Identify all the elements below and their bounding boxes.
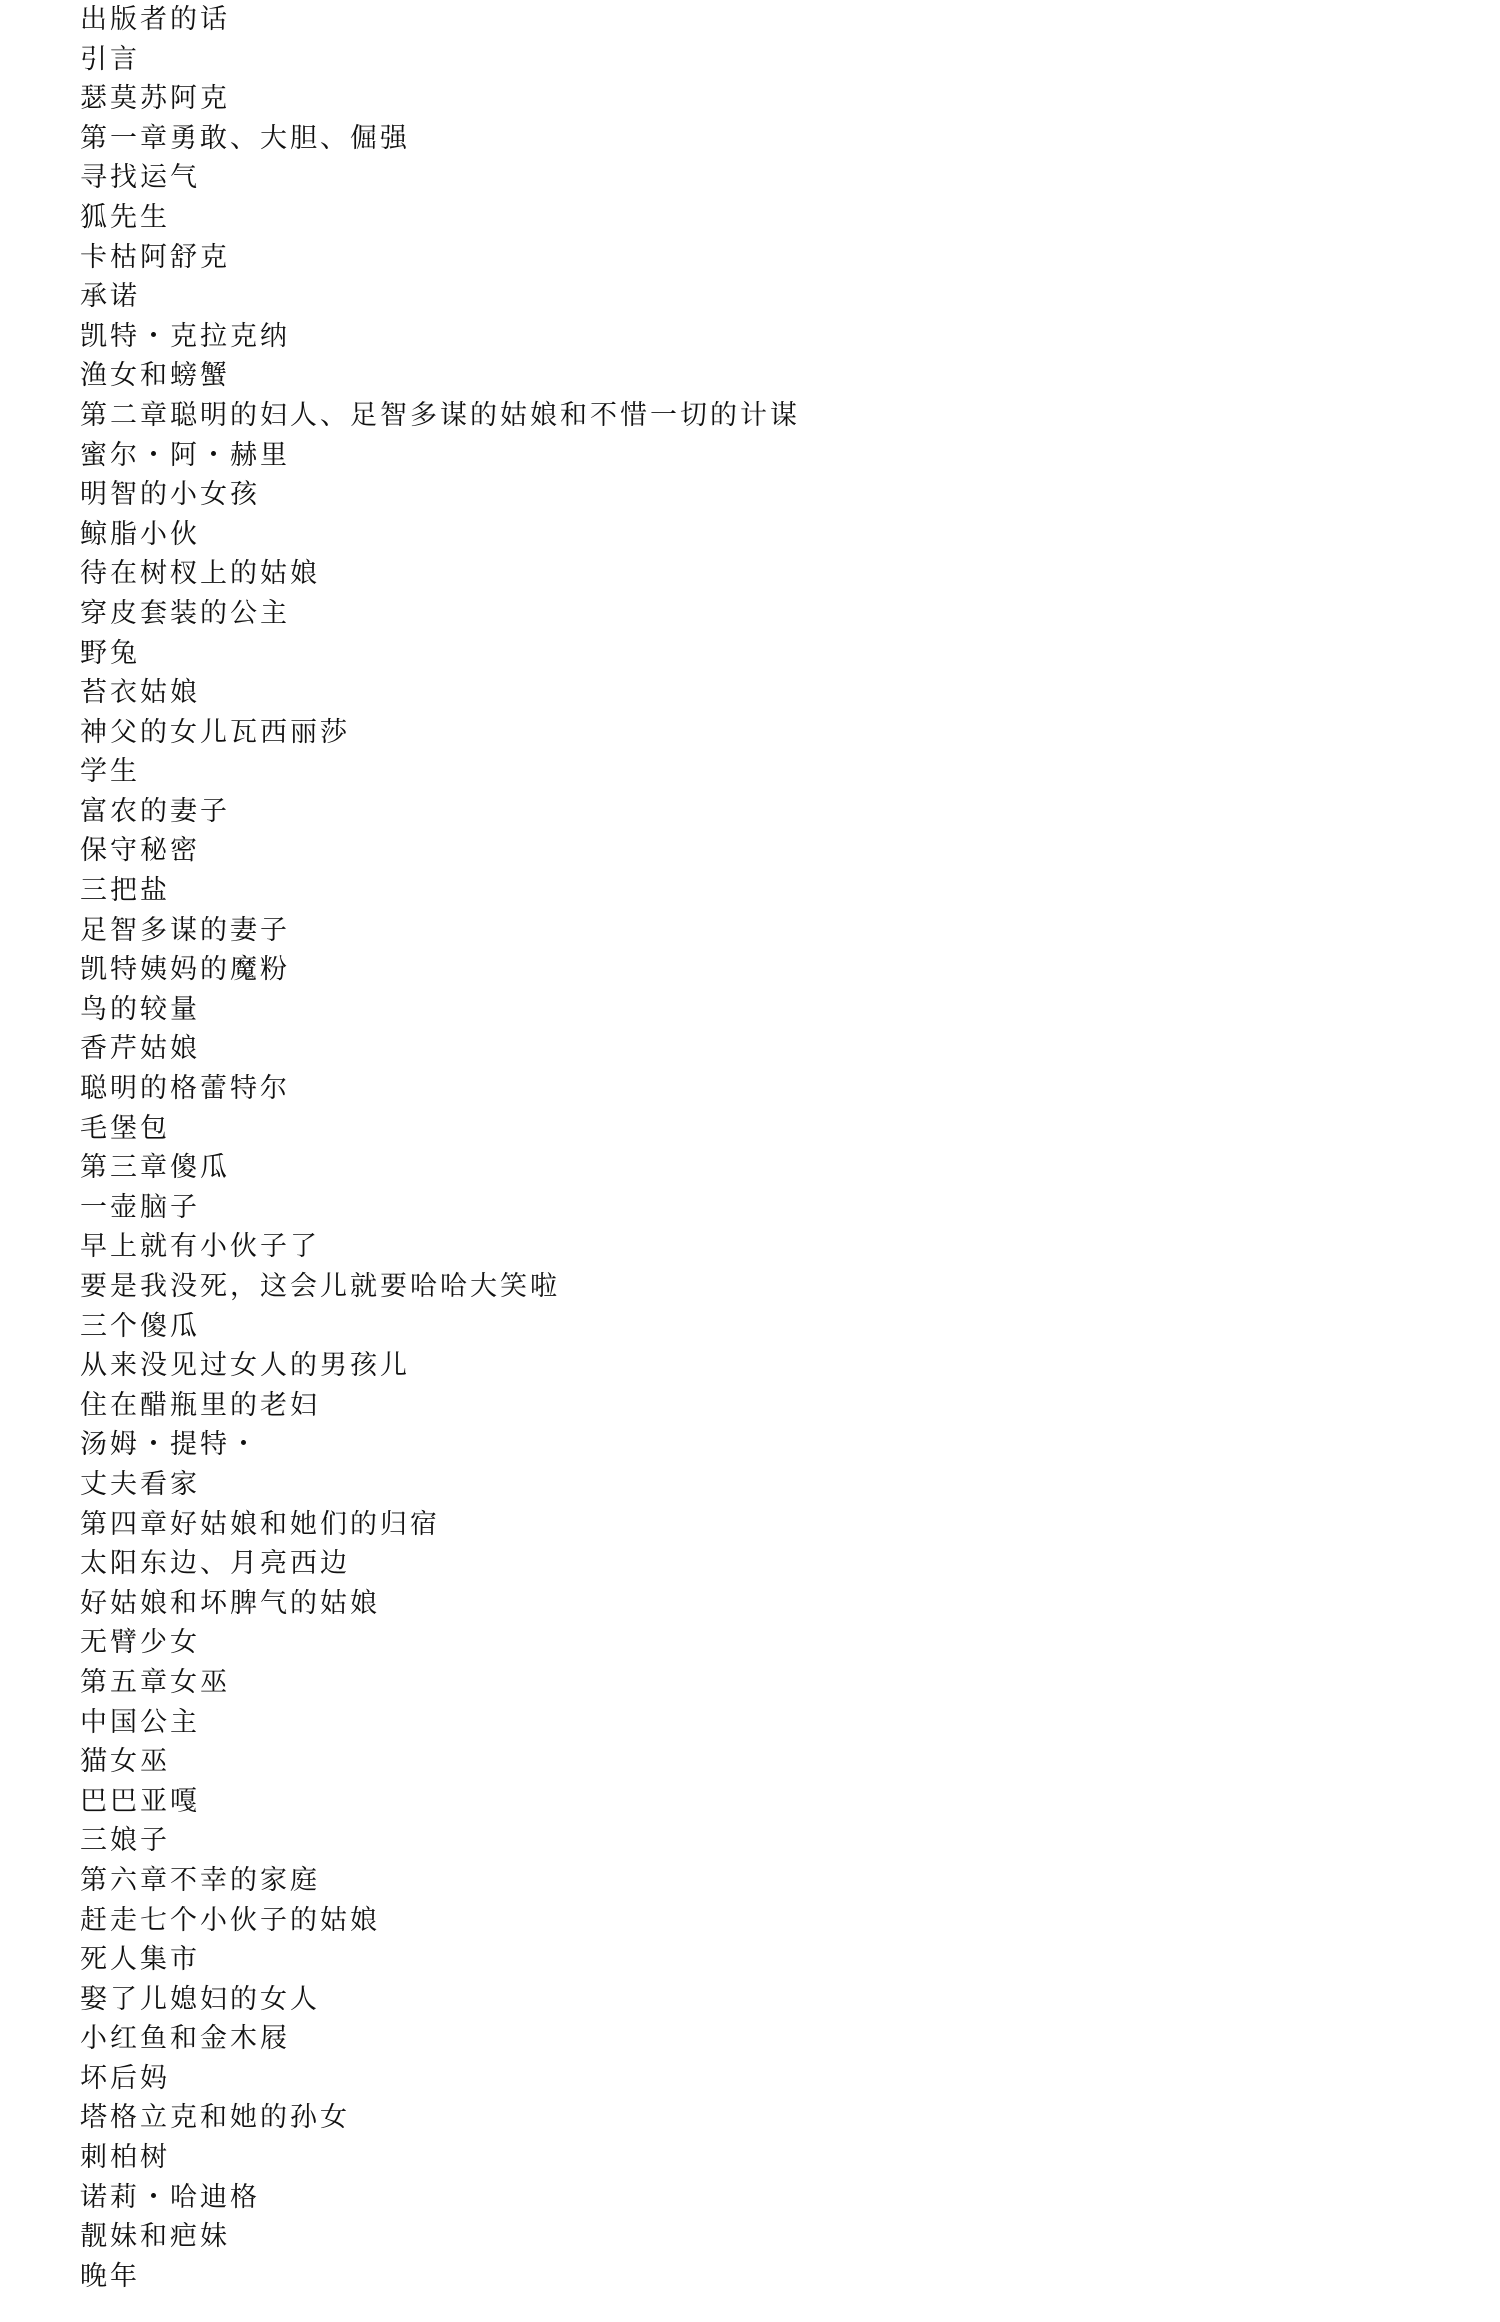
toc-entry[interactable]: 早上就有小伙子了 [80,1231,320,1263]
toc-entry[interactable]: 凯特・克拉克纳 [80,320,290,352]
toc-entry[interactable]: 诺莉・哈迪格 [80,2181,260,2213]
toc-entry[interactable]: 刺柏树 [80,2142,170,2174]
toc-entry[interactable]: 承诺 [80,281,140,313]
toc-entry[interactable]: 足智多谋的妻子 [80,914,290,946]
toc-entry[interactable]: 瑟莫苏阿克 [80,83,230,115]
toc-entry[interactable]: 穿皮套装的公主 [80,597,290,629]
toc-entry[interactable]: 第五章女巫 [80,1666,230,1698]
toc-entry[interactable]: 学生 [80,756,140,788]
toc-entry[interactable]: 猫女巫 [80,1746,170,1778]
toc-entry[interactable]: 从来没见过女人的男孩儿 [80,1350,410,1382]
toc-entry[interactable]: 三娘子 [80,1825,170,1857]
toc-entry[interactable]: 塔格立克和她的孙女 [80,2102,350,2134]
toc-entry[interactable]: 富农的妻子 [80,795,230,827]
toc-entry[interactable]: 卡枯阿舒克 [80,241,230,273]
toc-entry[interactable]: 三个傻瓜 [80,1310,200,1342]
toc-entry[interactable]: 待在树杈上的姑娘 [80,558,320,590]
toc-entry[interactable]: 蜜尔・阿・赫里 [80,439,290,471]
toc-entry[interactable]: 第六章不幸的家庭 [80,1864,320,1896]
toc-entry[interactable]: 第一章勇敢、大胆、倔强 [80,122,410,154]
toc-entry[interactable]: 太阳东边、月亮西边 [80,1548,350,1580]
toc-entry[interactable]: 明智的小女孩 [80,479,260,511]
toc-entry[interactable]: 赶走七个小伙子的姑娘 [80,1904,380,1936]
toc-entry[interactable]: 神父的女儿瓦西丽莎 [80,716,350,748]
toc-entry[interactable]: 娶了儿媳妇的女人 [80,1983,320,2015]
toc-entry[interactable]: 野兔 [80,637,140,669]
toc-entry[interactable]: 第二章聪明的妇人、足智多谋的姑娘和不惜一切的计谋 [80,399,800,431]
toc-entry[interactable]: 凯特姨妈的魔粉 [80,954,290,986]
toc-entry[interactable]: 鸟的较量 [80,993,200,1025]
toc-entry[interactable]: 聪明的格蕾特尔 [80,1073,290,1105]
toc-entry[interactable]: 出版者的话 [80,4,230,35]
toc-entry[interactable]: 坏后妈 [80,2062,170,2094]
toc-entry[interactable]: 中国公主 [80,1706,200,1738]
toc-entry[interactable]: 住在醋瓶里的老妇 [80,1389,320,1421]
toc-entry[interactable]: 小红鱼和金木屐 [80,2023,290,2055]
toc-entry[interactable]: 引言 [80,43,140,75]
toc-entry[interactable]: 第四章好姑娘和她们的归宿 [80,1508,440,1540]
toc-entry[interactable]: 汤姆・提特・ [80,1429,260,1461]
table-of-contents [80,0,800,2296]
toc-entry[interactable]: 巴巴亚嘎 [80,1785,200,1817]
toc-entry[interactable]: 一壶脑子 [80,1191,200,1223]
toc-entry[interactable]: 死人集市 [80,1944,200,1976]
toc-entry[interactable]: 靓妹和疤妹 [80,2221,230,2253]
toc-entry[interactable]: 香芹姑娘 [80,1033,200,1065]
toc-entry[interactable]: 第三章傻瓜 [80,1152,230,1184]
toc-entry[interactable]: 苔衣姑娘 [80,677,200,709]
toc-entry[interactable]: 狐先生 [80,201,170,233]
toc-entry[interactable]: 渔女和螃蟹 [80,360,230,392]
toc-entry[interactable]: 毛堡包 [80,1112,170,1144]
toc-entry[interactable]: 要是我没死，这会儿就要哈哈大笑啦 [80,1271,560,1302]
toc-entry[interactable]: 保守秘密 [80,835,200,867]
toc-entry[interactable]: 鲸脂小伙 [80,518,200,550]
toc-entry[interactable]: 无臂少女 [80,1627,200,1659]
toc-entry[interactable]: 丈夫看家 [80,1468,200,1500]
toc-entry[interactable]: 三把盐 [80,875,170,907]
toc-entry[interactable]: 寻找运气 [80,162,200,194]
toc-entry[interactable]: 好姑娘和坏脾气的姑娘 [80,1587,380,1619]
toc-entry[interactable]: 晚年 [80,2260,140,2292]
